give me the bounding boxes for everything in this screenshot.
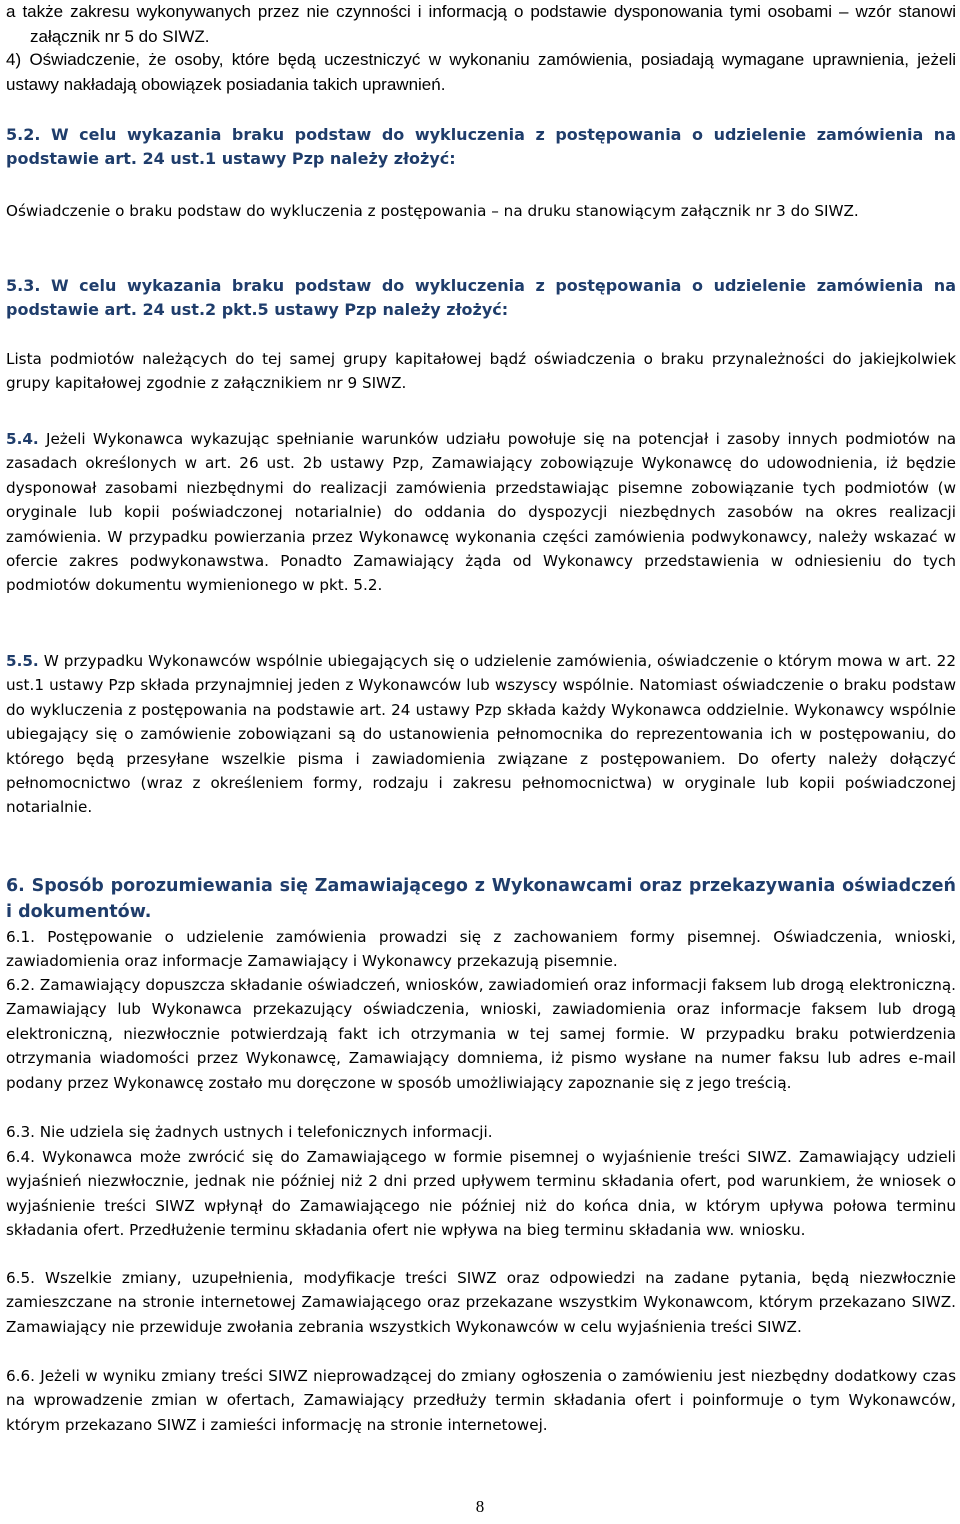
section-5-4-body: Jeżeli Wykonawca wykazując spełnianie warunków udziału powołuje się na potencjał i zasoby innych podmiotów na zasadach określonych w art. 26 ust. 2b ustawy Pzp, Zamawiający zobowiązuje Wykonawcę do udowodnienia, iż będzie dysponował zasobami niezbędnymi do realizacji zamówienia przedstawiając pisemne zobowiązanie tych podmiotów (w oryginale lub kopii poświadczonej notarialnie) do oddania do dyspozycji niezbędnych zasobów na okres realizacji zamówienia. W przypadku powierzania przez Wykonawcę wykonania części zamówienia podwykonawcy, należy wskazać w ofercie zakres podwykonawstwa. Ponadto Zamawiający żąda od Wykonawcy przedstawienia w odniesieniu do tych podmiotów dokumentu wymienionego w pkt. 5.2. xyxy=(6,430,957,595)
section-6-2: 6.2. Zamawiający dopuszcza składanie oświadczeń, wniosków, zawiadomień oraz informacji faksem lub drogą elektroniczną. Zamawiający lub Wykonawca przekazujący oświadczenia, wnioski, zawiadomienia oraz informacje faksem lub drogą elektroniczną, niezwłocznie potwierdzają fakt ich otrzymania w tej samej formie. W przypadku braku potwierdzenia otrzymania wiadomości przez Wykonawcę, Zamawiający domniema, iż pismo wysłane na numer faksu lub adres e-mail podany przez Wykonawcę zostało mu doręczone w sposób umożliwiający zapoznanie się z jego treścią. xyxy=(6,976,956,1092)
section-6-1: 6.1. Postępowanie o udzielenie zamówienia prowadzi się z zachowaniem formy pisemnej. Oświadczenia, wnioski, zawiadomienia oraz informacje Zamawiający i Wykonawcy przekazują pisemnie. xyxy=(6,928,956,971)
section-5-4 xyxy=(6,427,956,598)
item-4: 4) Oświadczenie, że osoby, które będą uczestniczyć w wykonaniu zamówienia, posiadają wymagane uprawnienia, jeżeli ustawy nakładają obowiązek posiadania takich uprawnień. xyxy=(6,50,956,94)
section-5-5 xyxy=(6,649,956,820)
page-number: 8 xyxy=(475,1497,485,1516)
section-6-heading: 6. Sposób porozumiewania się Zamawiającego z Wykonawcami oraz przekazywania oświadczeń i dokumentów. xyxy=(6,876,956,922)
section-5-5-body: W przypadku Wykonawców wspólnie ubiegających się o udzielenie zamówienia, oświadczenie o którym mowa w art. 22 ust.1 ustawy Pzp składa przynajmniej jeden z Wykonawców lub wszyscy wspólnie. Natomiast oświadczenie o braku podstaw do wykluczenia z postępowania na podstawie art. 24 ustawy Pzp składa każdy Wykonawca oddzielnie. Wykonawcy wspólnie ubiegający się o zamówienie zobowiązani są do ustanowienia pełnomocnika do reprezentowania ich w postępowaniu, do którego będą przesyłane wszelkie pisma i zawiadomienia związane z postępowaniem. Do oferty należy dołączyć pełnomocnictwo (wraz z określeniem formy, rodzaju i zakresu pełnomocnictwa) w oryginale lub kopii poświadczonej notarialnie. xyxy=(6,652,956,817)
section-5-2-body: Oświadczenie o braku podstaw do wykluczenia z postępowania – na druku stanowiącym załącznik nr 3 do SIWZ. xyxy=(6,202,859,220)
section-6-6: 6.6. Jeżeli w wyniku zmiany treści SIWZ nieprowadzącej do zmiany ogłoszenia o zamówieniu jest niezbędny dodatkowy czas na wprowadzenie zmian w ofertach, Zamawiający przedłuży termin składania ofert i poinformuje o tym Wykonawców, którym przekazano SIWZ i zamieści informację na stronie internetowej. xyxy=(6,1367,956,1434)
section-6-4: 6.4. Wykonawca może zwrócić się do Zamawiającego w formie pisemnej o wyjaśnienie treści SIWZ. Zamawiający udzieli wyjaśnień niezwłocznie, jednak nie później niż 2 dni przed upływem terminu składania ofert, pod warunkiem, że wniosek o wyjaśnienie treści SIWZ wpłynął do Zamawiającego nie później niż do końca dnia, w którym upływa połowa terminu składania ofert. Przedłużenie terminu składania ofert nie wpływa na bieg terminu składania ww. wniosku. xyxy=(6,1148,956,1240)
section-6-5: 6.5. Wszelkie zmiany, uzupełnienia, modyfikacje treści SIWZ oraz odpowiedzi na zadane pytania, będą niezwłocznie zamieszczane na stronie internetowej Zamawiającego oraz przekazane wszystkim Wykonawcom, którym przekazano SIWZ. Zamawiający nie przewiduje zwołania zebrania wszystkich Wykonawców w celu wyjaśnienia treści SIWZ. xyxy=(6,1269,956,1336)
section-5-5-number: 5.5. xyxy=(6,652,39,670)
continued-text: a także zakresu wykonywanych przez nie czynności i informacją o podstawie dysponowania tymi osobami – wzór stanowi załącznik nr 5 do SIWZ. xyxy=(6,2,956,46)
section-5-3-body: Lista podmiotów należących do tej samej grupy kapitałowej bądź oświadczenia o braku przynależności do jakiejkolwiek grupy kapitałowej zgodnie z załącznikiem nr 9 SIWZ. xyxy=(6,350,956,393)
section-5-4-number: 5.4. xyxy=(6,430,39,448)
section-5-3-heading: 5.3. W celu wykazania braku podstaw do wykluczenia z postępowania o udzielenie zamówienia na podstawie art. 24 ust.2 pkt.5 ustawy Pzp należy złożyć: xyxy=(6,276,956,320)
section-6-3: 6.3. Nie udziela się żadnych ustnych i telefonicznych informacji. xyxy=(6,1123,493,1141)
section-5-2-heading: 5.2. W celu wykazania braku podstaw do wykluczenia z postępowania o udzielenie zamówienia na podstawie art. 24 ust.1 ustawy Pzp należy złożyć: xyxy=(6,125,956,169)
